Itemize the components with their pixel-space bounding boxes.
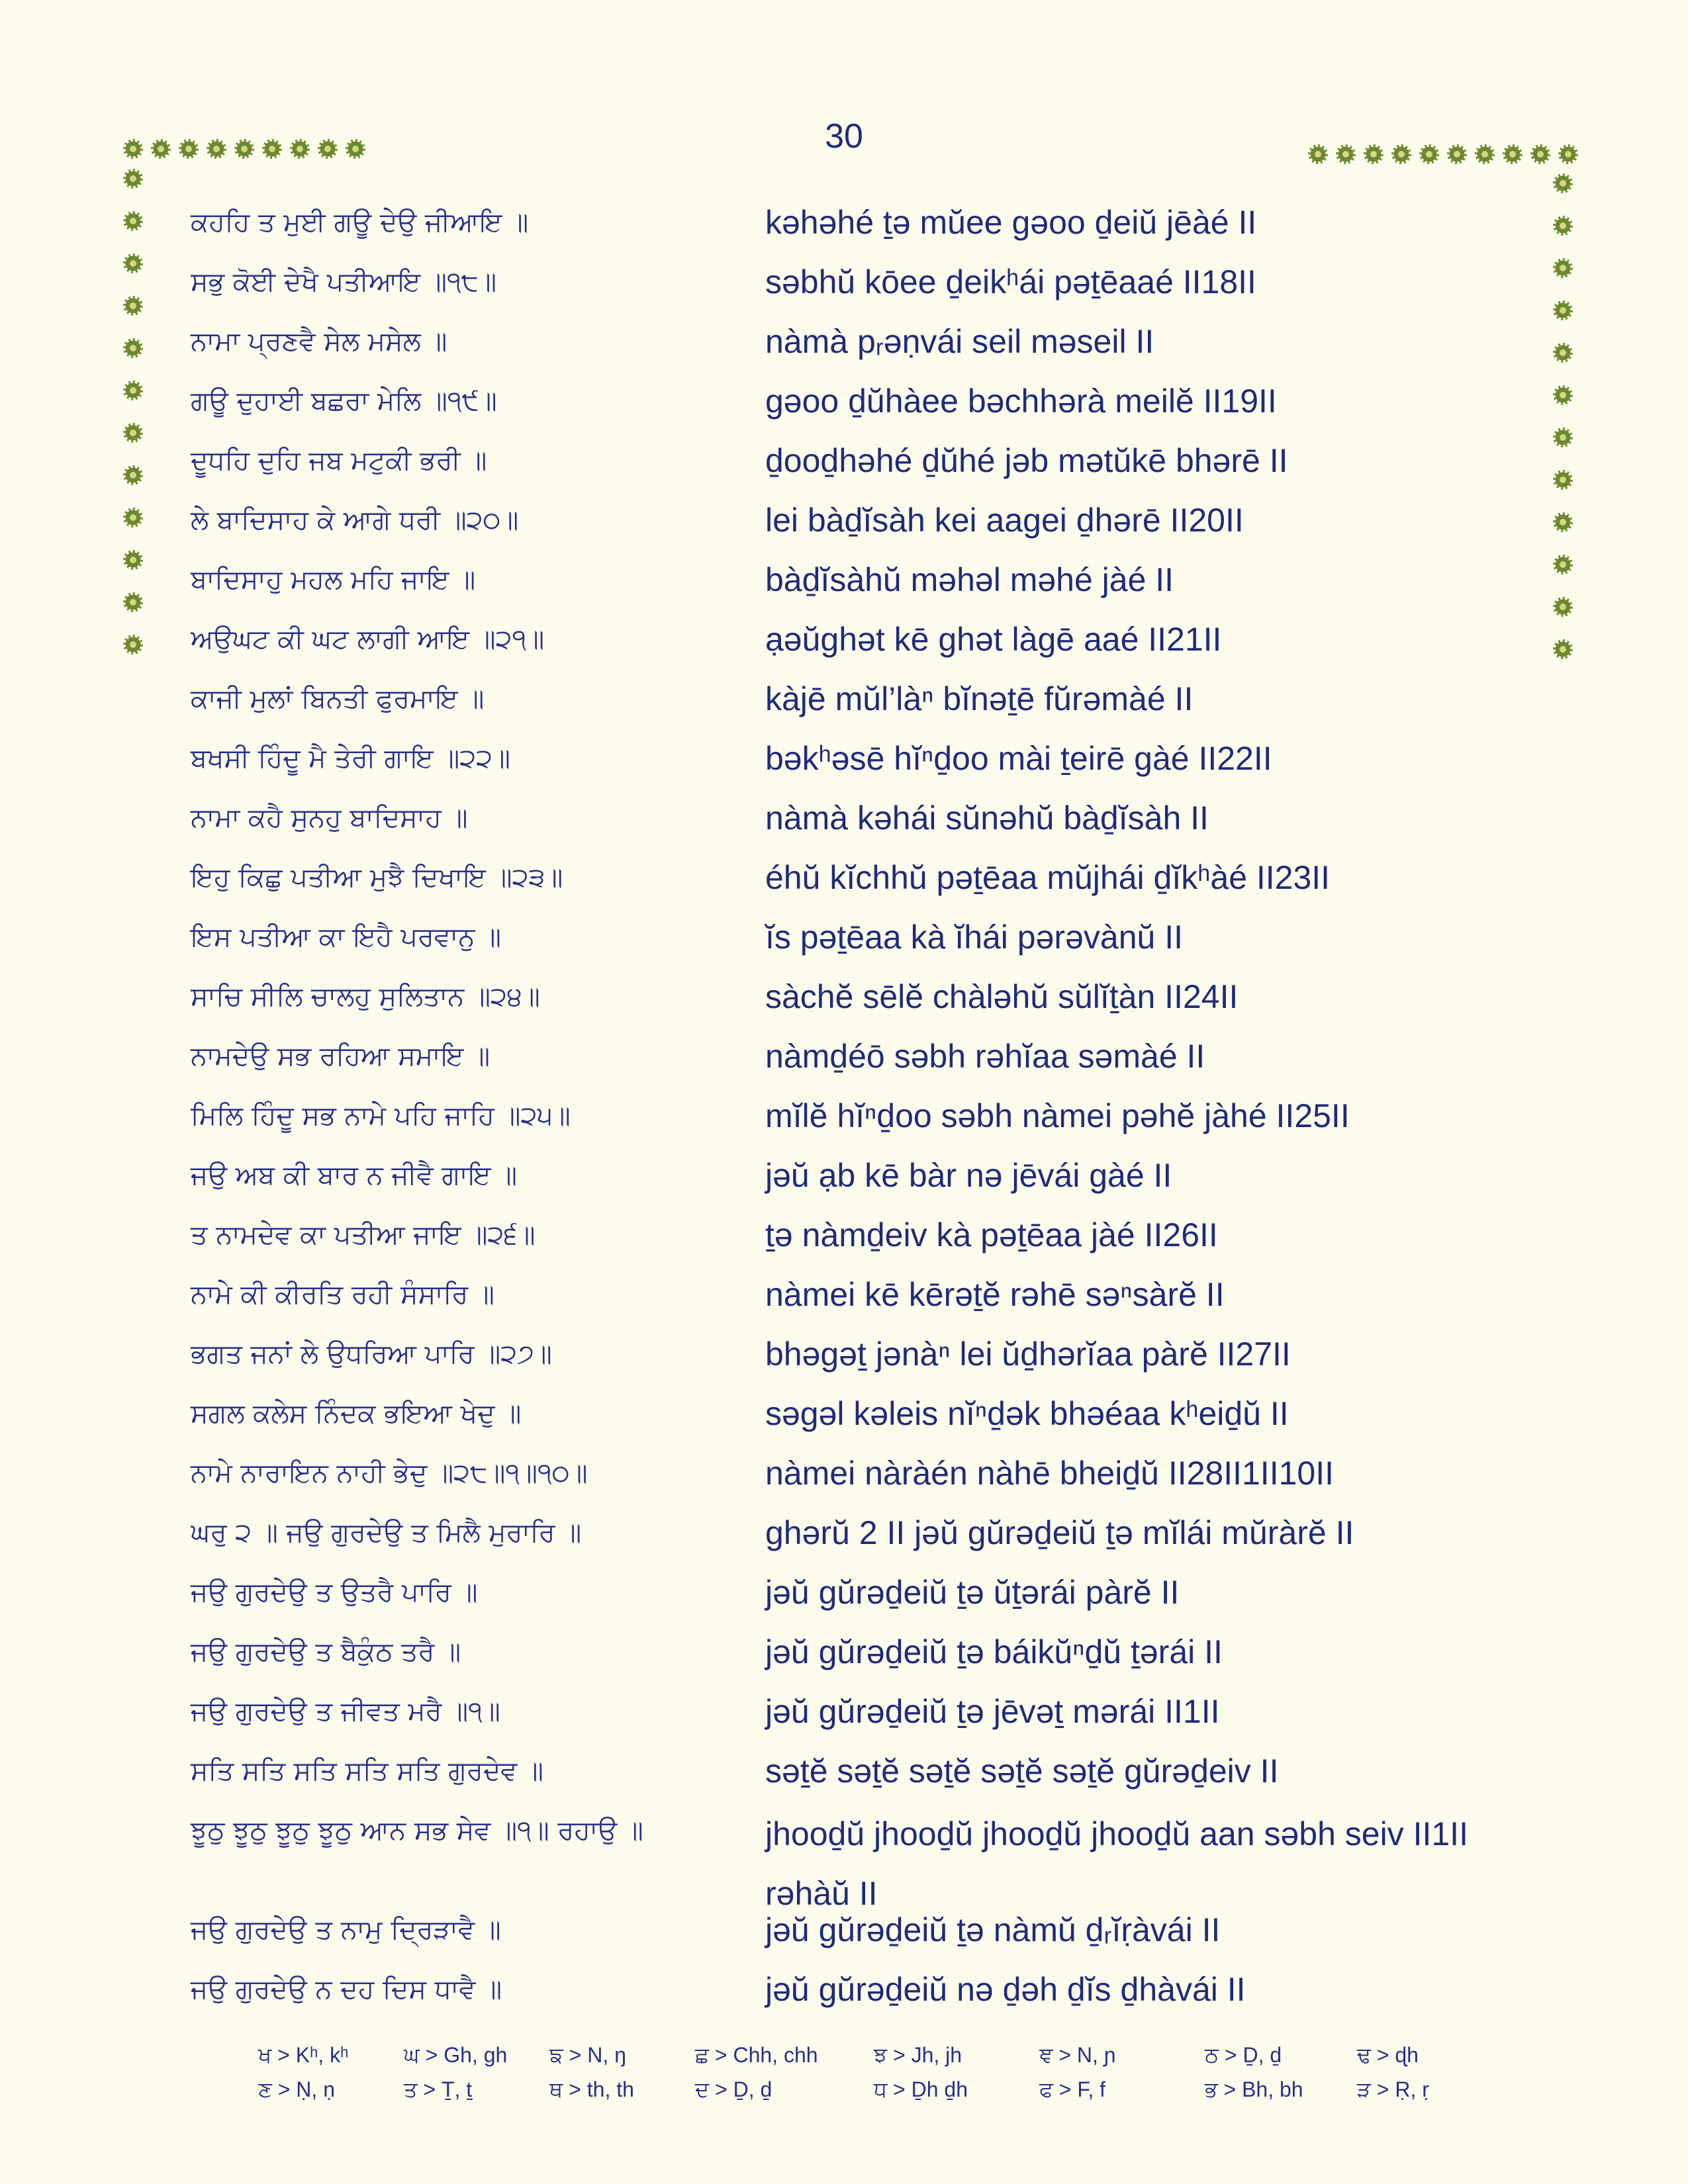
transliteration-text: ṯə nàmḏeiv kà pəṯēaa jàé II26II bbox=[765, 1216, 1218, 1253]
legend-entry: ਫ > F, f bbox=[1039, 2077, 1106, 2101]
flower-ornament-icon bbox=[1553, 385, 1573, 405]
legend-entry: ਦ > Ḏ, ḏ bbox=[695, 2077, 773, 2101]
gurmukhi-text: ਭਗਤ ਜਨਾਂ ਲੇ ਉਧਰਿਆ ਪਾਰਿ ॥੨੭॥ bbox=[191, 1339, 552, 1369]
gurmukhi-text: ਨਾਮਾ ਕਹੈ ਸੁਨਹੁ ਬਾਦਿਸਾਹ ॥ bbox=[191, 803, 468, 833]
flower-ornament-icon bbox=[1553, 216, 1573, 236]
transliteration-text: gəoo ḏŭhàee bəchhərà meilĕ II19II bbox=[765, 383, 1277, 420]
gurmukhi-text: ਇਹੁ ਕਿਛੁ ਪਤੀਆ ਮੁਝੈ ਦਿਖਾਇ ॥੨੩॥ bbox=[191, 862, 563, 893]
legend-entry: ਝ > Jh, jh bbox=[874, 2043, 962, 2067]
flower-ornament-icon bbox=[123, 253, 143, 273]
transliteration-text: bhəgəṯ jənàⁿ lei ŭḏhərĭaa pàrĕ II27II bbox=[765, 1336, 1291, 1373]
legend-entry: ਘ > Gh, gh bbox=[404, 2043, 508, 2067]
flower-ornament-icon bbox=[1553, 173, 1573, 193]
transliteration-text: jəŭ gŭrəḏeiŭ nə ḏəh ḏĭs ḏhàvái II bbox=[765, 1971, 1246, 2008]
legend-entry: ਭ > Bh, bh bbox=[1205, 2077, 1303, 2101]
flower-ornament-icon bbox=[346, 139, 365, 159]
flower-ornament-icon bbox=[290, 139, 310, 159]
transliteration-text: sàchĕ sēlĕ chàləhŭ sŭlĭṯàn II24II bbox=[765, 978, 1239, 1015]
legend-entry: ੜ > Ṛ, ṛ bbox=[1357, 2077, 1429, 2101]
flower-ornament-icon bbox=[1364, 144, 1383, 164]
flower-ornament-icon bbox=[1336, 144, 1356, 164]
flower-ornament-icon bbox=[123, 465, 143, 485]
gurmukhi-text: ਜਉ ਗੁਰਦੇਉ ਨ ਦਹ ਦਿਸ ਧਾਵੈ ॥ bbox=[191, 1974, 502, 2005]
gurmukhi-text: ਅਉਘਟ ਕੀ ਘਟ ਲਾਗੀ ਆਇ ॥੨੧॥ bbox=[191, 624, 545, 655]
flower-ornament-icon bbox=[1553, 639, 1573, 659]
flower-ornament-icon bbox=[123, 139, 143, 159]
flower-ornament-icon bbox=[1308, 144, 1328, 164]
legend-entry: ਣ > Ṇ, ṇ bbox=[258, 2077, 335, 2101]
gurmukhi-text: ਸਭੁ ਕੋਈ ਦੇਖੈ ਪਤੀਆਇ ॥੧੮॥ bbox=[191, 267, 497, 297]
legend-row bbox=[258, 2038, 1463, 2073]
flower-ornament-icon bbox=[123, 592, 143, 612]
transliteration-text: kəhəhé ṯə mŭee gəoo ḏeiŭ jēàé II bbox=[765, 204, 1257, 241]
gurmukhi-text: ਲੇ ਬਾਦਿਸਾਹ ਕੇ ਆਗੇ ਧਰੀ ॥੨੦॥ bbox=[191, 505, 519, 535]
transliteration-text: jhooḏŭ jhooḏŭ jhooḏŭ jhooḏŭ aan səbh seiv II1II rəhàŭ II bbox=[765, 1815, 1468, 1912]
gurmukhi-text: ਜਉ ਅਬ ਕੀ ਬਾਰ ਨ ਜੀਵੈ ਗਾਇ ॥ bbox=[191, 1160, 518, 1191]
gurmukhi-text: ਗਊ ਦੁਹਾਈ ਬਛਰਾ ਮੇਲਿ ॥੧੯॥ bbox=[191, 386, 497, 416]
legend-entry: ਛ > Chh, chh bbox=[695, 2043, 818, 2067]
gurmukhi-text: ਜਉ ਗੁਰਦੇਉ ਤ ਜੀਵਤ ਮਰੈ ॥੧॥ bbox=[191, 1696, 500, 1727]
flower-ornament-icon bbox=[1391, 144, 1411, 164]
flower-ornament-icon bbox=[1553, 343, 1573, 363]
flower-ornament-icon bbox=[1553, 470, 1573, 490]
flower-ornament-icon bbox=[123, 338, 143, 358]
flower-ornament-icon bbox=[1475, 144, 1495, 164]
gurmukhi-text: ਮਿਲਿ ਹਿੰਦੂ ਸਭ ਨਾਮੇ ਪਹਿ ਜਾਹਿ ॥੨੫॥ bbox=[191, 1101, 571, 1131]
legend-entry: ਢ > ɖh bbox=[1357, 2043, 1419, 2067]
flower-ornament-icon bbox=[123, 550, 143, 570]
gurmukhi-text: ਬਖਸੀ ਹਿੰਦੂ ਮੈ ਤੇਰੀ ਗਾਇ ॥੨੨॥ bbox=[191, 743, 510, 774]
gurmukhi-text: ਇਸ ਪਤੀਆ ਕਾ ਇਹੈ ਪਰਵਾਨੁ ॥ bbox=[191, 922, 502, 952]
flower-ornament-icon bbox=[123, 211, 143, 231]
flower-ornament-icon bbox=[1553, 300, 1573, 320]
flower-ornament-icon bbox=[1503, 144, 1523, 164]
transliteration-text: səṯĕ səṯĕ səṯĕ səṯĕ səṯĕ gŭrəḏeiv II bbox=[765, 1752, 1279, 1790]
legend-entry: ਙ > N, ŋ bbox=[549, 2043, 626, 2067]
gurmukhi-text: ਨਾਮੇ ਨਾਰਾਇਨ ਨਾਹੀ ਭੇਦੁ ॥੨੮॥੧॥੧੦॥ bbox=[191, 1458, 588, 1488]
page-number: 30 bbox=[825, 117, 863, 156]
gurmukhi-text: ਸਤਿ ਸਤਿ ਸਤਿ ਸਤਿ ਸਤਿ ਗੁਰਦੇਵ ॥ bbox=[191, 1756, 544, 1786]
gurmukhi-text: ਜਉ ਗੁਰਦੇਉ ਤ ਨਾਮੁ ਦ੍ਰਿੜਾਵੈ ॥ bbox=[191, 1915, 501, 1945]
transliteration-text: səbhŭ kōee ḏeikʰái pəṯēaaé II18II bbox=[765, 263, 1256, 300]
transliteration-text: éhŭ kĭchhŭ pəṯēaa mŭjhái ḏĭkʰàé II23II bbox=[765, 859, 1331, 896]
flower-ornament-icon bbox=[318, 139, 338, 159]
transliteration-text: ghərŭ 2 II jəŭ gŭrəḏeiŭ ṯə mĭlái mŭràrĕ II bbox=[765, 1514, 1354, 1551]
transliteration-text: ạəŭghət kē ghət làgē aaé II21II bbox=[765, 621, 1222, 658]
transliteration-text: kàjē mŭl’làⁿ bĭnəṯē fŭrəmàé II bbox=[765, 680, 1194, 717]
legend-row bbox=[258, 2073, 1463, 2107]
flower-ornament-icon bbox=[262, 139, 282, 159]
gurmukhi-text: ਤ ਨਾਮਦੇਵ ਕਾ ਪਤੀਆ ਜਾਇ ॥੨੬॥ bbox=[191, 1220, 536, 1250]
flower-ornament-icon bbox=[179, 139, 199, 159]
gurmukhi-text: ਝੂਠੁ ਝੂਠੁ ਝੂਠੁ ਝੂਠੁ ਆਨ ਸਭ ਸੇਵ ॥੧॥ ਰਹਾਉ ॥ bbox=[191, 1815, 643, 1846]
transliteration-text: bàḏĭsàhŭ məhəl məhé jàé II bbox=[765, 561, 1174, 598]
transliteration-text: ḏooḏhəhé ḏŭhé jəb mətŭkē bhərē II bbox=[765, 442, 1288, 479]
flower-ornament-icon bbox=[123, 508, 143, 527]
legend-entry: ਧ > Ḏh ḏh bbox=[874, 2077, 968, 2101]
gurmukhi-text: ਸਗਲ ਕਲੇਸ ਨਿੰਦਕ ਭਇਆ ਖੇਦੁ ॥ bbox=[191, 1398, 522, 1429]
flower-ornament-icon bbox=[1553, 428, 1573, 447]
transliteration-text: jəŭ gŭrəḏeiŭ ṯə báikŭⁿḏŭ ṯərái II bbox=[765, 1633, 1223, 1670]
transliteration-text: səgəl kəleis nĭⁿḏək bhəéaa kʰeiḏŭ II bbox=[765, 1395, 1289, 1432]
legend-entry: ਖ > Kʰ, kʰ bbox=[258, 2043, 349, 2067]
transliteration-text: bəkʰəsē hĭⁿḏoo mài ṯeirē gàé II22II bbox=[765, 740, 1272, 777]
gurmukhi-text: ਕਹਹਿ ਤ ਮੁਈ ਗਊ ਦੇਉ ਜੀਆਇ ॥ bbox=[191, 207, 529, 238]
gurmukhi-text: ਘਰੁ ੨ ॥ ਜਉ ਗੁਰਦੇਉ ਤ ਮਿਲੈ ਮੁਰਾਰਿ ॥ bbox=[191, 1518, 582, 1548]
transliteration-text: nàmei nàràén nàhē bheiḏŭ II28II1II10II bbox=[765, 1455, 1334, 1492]
gurmukhi-text: ਕਾਜੀ ਮੁਲਾਂ ਬਿਨਤੀ ਫੁਰਮਾਇ ॥ bbox=[191, 684, 485, 714]
legend-entry: ਤ > Ṯ, ṯ bbox=[404, 2077, 473, 2101]
transliteration-text: ĭs pəṯēaa kà ĭhái pərəvànŭ II bbox=[765, 919, 1183, 956]
transliteration-legend bbox=[258, 2038, 1463, 2107]
gurmukhi-text: ਦੂਧਹਿ ਦੁਹਿ ਜਬ ਮਟੁਕੀ ਭਰੀ ॥ bbox=[191, 445, 487, 476]
flower-ornament-icon bbox=[1447, 144, 1467, 164]
flower-ornament-icon bbox=[1530, 144, 1550, 164]
transliteration-text: nàmḏéō səbh rəhĭaa səmàé II bbox=[765, 1038, 1205, 1075]
transliteration-text: nàmà pᵣəṇvái seil məseil II bbox=[765, 323, 1154, 360]
flower-ornament-icon bbox=[151, 139, 171, 159]
transliteration-text: jəŭ ạb kē bàr nə jēvái gàé II bbox=[765, 1157, 1172, 1194]
legend-entry: ਞ > N, ɲ bbox=[1039, 2043, 1116, 2067]
transliteration-text: jəŭ gŭrəḏeiŭ ṯə nàmŭ ḏᵣĭṛàvái II bbox=[765, 1911, 1221, 1948]
transliteration-text: nàmà kəhái sŭnəhŭ bàḏĭsàh II bbox=[765, 799, 1209, 837]
flower-ornament-icon bbox=[123, 635, 143, 655]
legend-entry: ਠ > Ḏ, ḏ bbox=[1205, 2043, 1282, 2067]
flower-ornament-icon bbox=[123, 296, 143, 316]
gurmukhi-text: ਨਾਮੇ ਕੀ ਕੀਰਤਿ ਰਹੀ ਸੰਸਾਰਿ ॥ bbox=[191, 1279, 495, 1310]
flower-ornament-icon bbox=[1419, 144, 1439, 164]
gurmukhi-text: ਨਾਮਦੇਉ ਸਭ ਰਹਿਆ ਸਮਾਇ ॥ bbox=[191, 1041, 491, 1071]
transliteration-text: jəŭ gŭrəḏeiŭ ṯə jēvəṯ mərái II1II bbox=[765, 1693, 1220, 1730]
transliteration-text: lei bàḏĭsàh kei aagei ḏhərē II20II bbox=[765, 502, 1244, 539]
flower-ornament-icon bbox=[123, 169, 143, 189]
flower-ornament-icon bbox=[123, 423, 143, 443]
gurmukhi-text: ਜਉ ਗੁਰਦੇਉ ਤ ਬੈਕੁੰਠ ਤਰੈ ॥ bbox=[191, 1637, 461, 1667]
transliteration-text: mĭlĕ hĭⁿḏoo səbh nàmei pəhĕ jàhé II25II bbox=[765, 1097, 1350, 1134]
flower-ornament-icon bbox=[207, 139, 226, 159]
gurmukhi-text: ਜਉ ਗੁਰਦੇਉ ਤ ਉਤਰੈ ਪਾਰਿ ॥ bbox=[191, 1577, 478, 1608]
flower-ornament-icon bbox=[1553, 597, 1573, 617]
gurmukhi-text: ਨਾਮਾ ਪ੍ਰਣਵੈ ਸੇਲ ਮਸੇਲ ॥ bbox=[191, 326, 447, 357]
flower-ornament-icon bbox=[234, 139, 254, 159]
flower-ornament-icon bbox=[1553, 512, 1573, 532]
gurmukhi-text: ਸਾਚਿ ਸੀਲਿ ਚਾਲਹੁ ਸੁਲਿਤਾਨ ॥੨੪॥ bbox=[191, 981, 540, 1012]
gurmukhi-text: ਬਾਦਿਸਾਹੁ ਮਹਲ ਮਹਿ ਜਾਇ ॥ bbox=[191, 565, 476, 595]
flower-ornament-icon bbox=[1553, 555, 1573, 574]
flower-ornament-icon bbox=[1553, 258, 1573, 278]
flower-ornament-icon bbox=[123, 381, 143, 400]
transliteration-text: nàmei kē kērəṯĕ rəhē səⁿsàrĕ II bbox=[765, 1276, 1225, 1313]
legend-entry: ਥ > th, th bbox=[549, 2077, 634, 2101]
transliteration-text: jəŭ gŭrəḏeiŭ ṯə ŭṯərái pàrĕ II bbox=[765, 1574, 1180, 1611]
flower-ornament-icon bbox=[1558, 144, 1578, 164]
